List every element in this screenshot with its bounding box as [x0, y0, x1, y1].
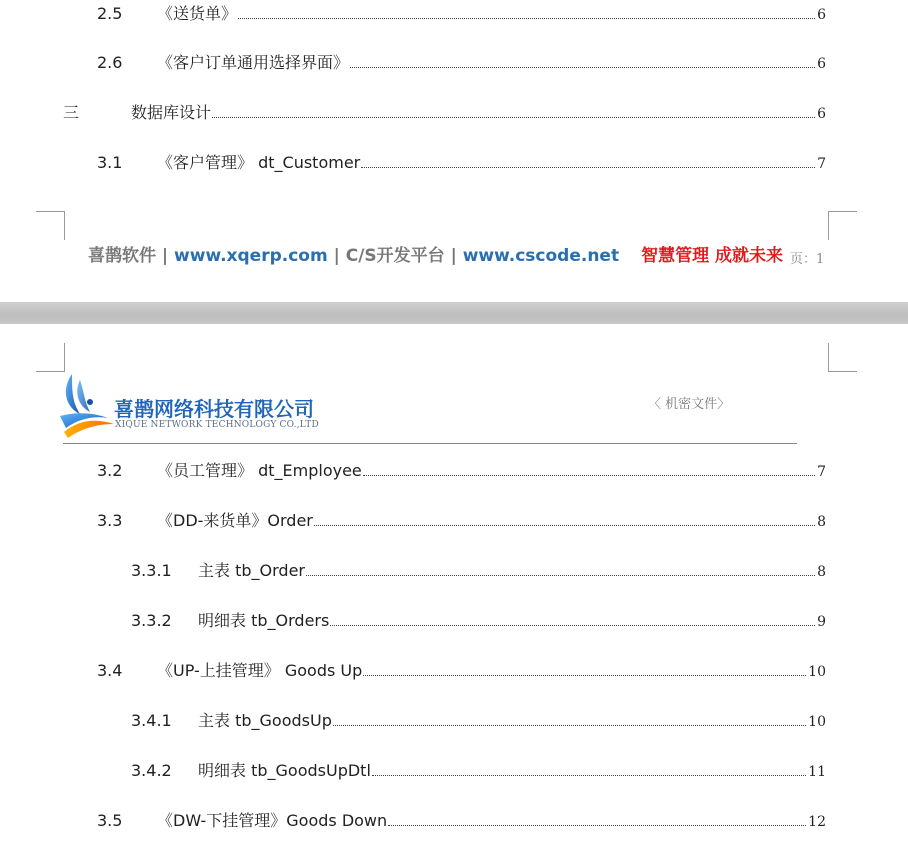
header-divider: [63, 443, 797, 444]
toc-leader-dots: [361, 166, 815, 168]
toc-number: 3.3: [97, 511, 123, 530]
margin-corner-mark: [36, 211, 65, 240]
footer-slogan: 智慧管理 成就未来: [641, 246, 783, 266]
company-name-en: XIQUE NETWORK TECHNOLOGY CO.,LTD: [115, 420, 319, 430]
toc-title: 主表 tb_GoodsUp: [198, 711, 332, 730]
toc-page-number: 6: [817, 106, 826, 122]
toc-page-number: 10: [808, 664, 826, 680]
toc-page-number: 6: [817, 56, 826, 72]
page-separator: [0, 302, 908, 324]
toc-entry[interactable]: [97, 661, 826, 682]
toc-title: 明细表 tb_GoodsUpDtl: [198, 761, 371, 780]
toc-title: 主表 tb_Order: [198, 561, 305, 580]
toc-entry[interactable]: [97, 811, 826, 832]
toc-number: 三: [63, 103, 80, 122]
toc-page-number: 12: [808, 814, 826, 830]
toc-number: 3.3.1: [131, 561, 172, 580]
toc-entry[interactable]: [97, 461, 826, 482]
margin-corner-mark: [828, 343, 857, 372]
company-logo: [58, 372, 348, 444]
toc-leader-dots: [350, 66, 815, 68]
toc-title: 《客户管理》 dt_Customer: [157, 153, 361, 172]
toc-page-number: 8: [817, 514, 826, 530]
toc-page-number: 10: [808, 714, 826, 730]
toc-leader-dots: [388, 824, 806, 826]
footer-link-cscode[interactable]: www.cscode.net: [462, 246, 620, 266]
toc-number: 3.4.1: [131, 711, 172, 730]
footer-link-xqerp[interactable]: www.xqerp.com: [174, 246, 328, 266]
toc-number: 3.2: [97, 461, 123, 480]
toc-page-number: 8: [817, 564, 826, 580]
toc-entry[interactable]: [97, 53, 826, 74]
toc-page-number: 9: [817, 614, 826, 630]
toc-number: 3.3.2: [131, 611, 172, 630]
toc-leader-dots: [363, 674, 806, 676]
toc-leader-dots: [333, 724, 806, 726]
toc-leader-dots: [363, 474, 815, 476]
toc-title: 《DD-来货单》Order: [157, 511, 313, 530]
toc-entry[interactable]: [97, 4, 826, 25]
toc-title: 《送货单》: [157, 4, 238, 23]
toc-leader-dots: [330, 624, 815, 626]
toc-leader-dots: [238, 17, 815, 19]
toc-leader-dots: [314, 524, 815, 526]
toc-number: 3.1: [97, 153, 123, 172]
company-name-cn: 喜鹊网络科技有限公司: [114, 397, 314, 421]
toc-number: 3.5: [97, 811, 123, 830]
page-footer: [88, 241, 783, 266]
toc-title: 《DW-下挂管理》Goods Down: [157, 811, 388, 830]
toc-entry[interactable]: [63, 103, 826, 124]
toc-page-number: 7: [817, 464, 826, 480]
toc-entry[interactable]: [131, 711, 826, 732]
toc-entry[interactable]: [131, 561, 826, 582]
document-page-1: [0, 0, 908, 302]
toc-entry[interactable]: [131, 611, 826, 632]
toc-title: 数据库设计: [131, 103, 212, 122]
toc-entry[interactable]: [131, 761, 826, 782]
toc-number: 3.4: [97, 661, 123, 680]
toc-page-number: 11: [808, 764, 826, 780]
toc-page-number: 6: [817, 7, 826, 23]
toc-entry[interactable]: [97, 511, 826, 532]
magpie-logo-icon: [58, 372, 118, 444]
toc-leader-dots: [372, 774, 806, 776]
toc-title: 《员工管理》 dt_Employee: [157, 461, 362, 480]
toc-entry[interactable]: [97, 153, 826, 174]
toc-leader-dots: [306, 574, 815, 576]
footer-platform: | C/S开发平台 |: [327, 246, 463, 266]
toc-number: 2.5: [97, 4, 123, 23]
document-page-2: [0, 324, 908, 855]
footer-brand: 喜鹊软件 |: [88, 246, 175, 266]
toc-title: 明细表 tb_Orders: [198, 611, 330, 630]
footer-page-number: 页：1: [790, 252, 825, 267]
margin-corner-mark: [36, 343, 65, 372]
toc-leader-dots: [212, 116, 815, 118]
margin-corner-mark: [828, 211, 857, 240]
toc-title: 《UP-上挂管理》 Goods Up: [157, 661, 363, 680]
toc-number: 2.6: [97, 53, 123, 72]
confidential-label: 〈 机密文件〉: [648, 397, 731, 412]
toc-title: 《客户订单通用选择界面》: [157, 53, 350, 72]
toc-page-number: 7: [817, 156, 826, 172]
toc-number: 3.4.2: [131, 761, 172, 780]
